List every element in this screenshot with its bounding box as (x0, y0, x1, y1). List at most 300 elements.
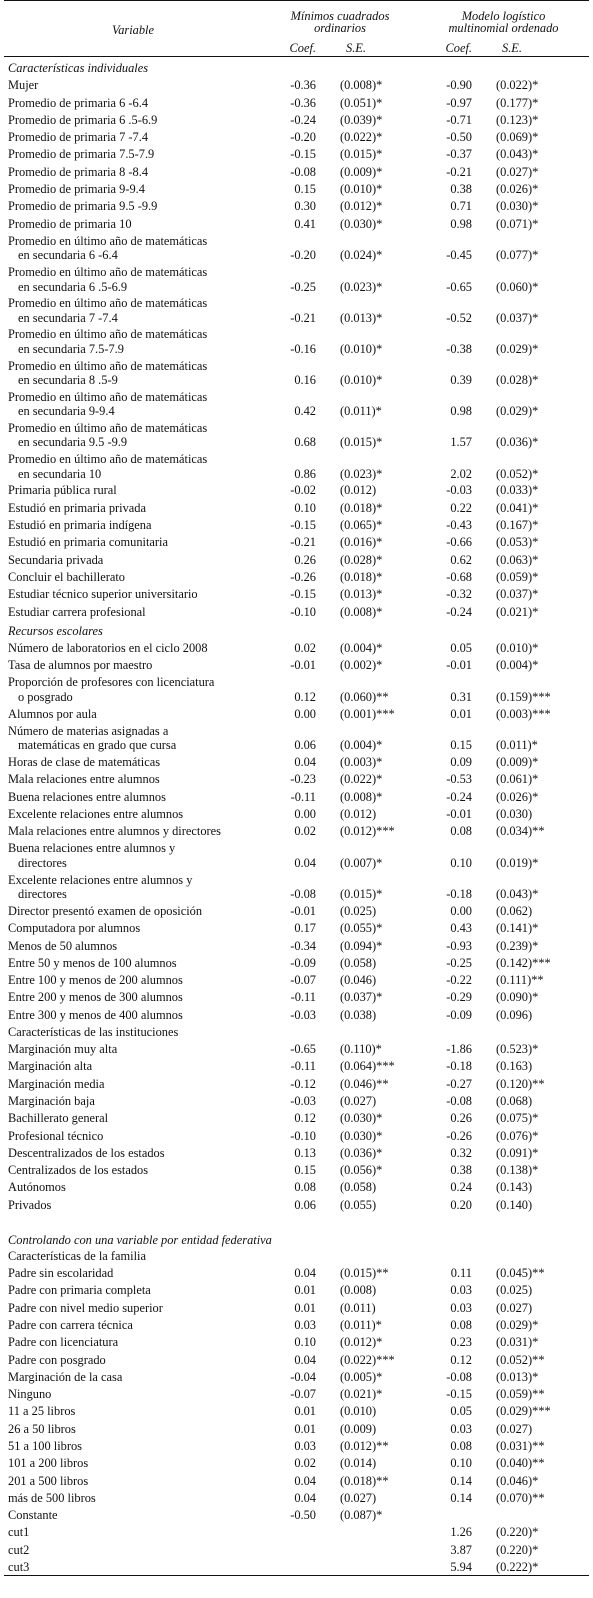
ols-coef-cell: -0.04 (290, 1369, 316, 1384)
ols-se-cell: (0.055) (340, 1197, 377, 1212)
variable-label (4, 1506, 262, 1523)
ologit-coef-cell: 0.62 (450, 552, 472, 567)
ols-se-cell: (0.012) (340, 483, 377, 498)
variable-label (4, 111, 262, 128)
table-row (4, 1005, 589, 1022)
ols-se-cell: (0.051)* (340, 95, 383, 110)
variable-label-line1: Buena relaciones entre alumnos (8, 789, 166, 804)
ologit-se-cell: (0.037)* (496, 310, 539, 325)
variable-label-line1: Promedio en último año de matemáticas (8, 327, 208, 342)
ologit-coef-cell: -0.53 (446, 772, 472, 787)
variable-label-line1: Mujer (8, 78, 39, 93)
ols-coef-cell: 0.04 (294, 1490, 316, 1505)
ologit-coef-cell: 0.09 (450, 755, 472, 770)
ologit-coef-cell: -0.24 (446, 604, 472, 619)
ols-se-cell: (0.012) (340, 807, 377, 821)
ols-se-cell: (0.008)* (340, 78, 383, 93)
ols-se-cell: (0.022)* (340, 130, 383, 145)
variable-label-line1: Concluir el bachillerato (8, 569, 125, 584)
variable-label-line1: Promedio de primaria 10 (8, 216, 132, 231)
variable-label (4, 870, 262, 901)
ols-se-cell: (0.013)* (340, 310, 383, 325)
variable-label (4, 988, 262, 1005)
table-row (4, 1471, 589, 1488)
variable-label-line1: Padre con carrera técnica (8, 1317, 133, 1332)
variable-label-line1: Padre con posgrado (8, 1352, 106, 1367)
ologit-coef-cell: 0.43 (450, 921, 472, 936)
variable-label (4, 954, 262, 971)
ols-se-cell: (0.010) (340, 1404, 377, 1419)
ologit-se-cell: (0.220)* (496, 1542, 539, 1557)
variable-label-line1: Centralizados de los estados (8, 1163, 149, 1178)
variable-label (4, 550, 262, 567)
variable-label-line1: Padre sin escolaridad (8, 1266, 114, 1281)
variable-label-line1: Promedio de primaria 8 -8.4 (8, 164, 149, 179)
variable-label (4, 639, 262, 656)
ols-se-cell: (0.011)* (340, 1317, 382, 1332)
ologit-coef-cell: -0.45 (446, 248, 472, 263)
ols-se-cell: (0.039)* (340, 112, 383, 127)
ologit-coef-cell: -0.21 (446, 164, 472, 179)
ols-coef-cell: 0.04 (294, 1352, 316, 1367)
variable-label-line1: Alumnos por aula (8, 706, 97, 721)
ologit-se-cell: (0.031)** (496, 1438, 545, 1453)
ologit-coef-cell: 0.10 (450, 855, 472, 870)
ols-coef-cell: 0.42 (294, 404, 316, 419)
ols-se-cell: (0.030)* (340, 1128, 383, 1143)
ologit-coef-cell: -0.15 (446, 1387, 472, 1402)
ols-se-cell: (0.013)* (340, 587, 383, 602)
ologit-se-cell: (0.021)* (496, 604, 539, 619)
variable-label (4, 76, 262, 93)
variable-label-line1: Promedio de primaria 7 -7.4 (8, 130, 149, 145)
variable-label (4, 839, 262, 870)
ols-group-header: Mínimos cuadrados ordinarios (262, 1, 418, 41)
ols-coef-cell: -0.23 (290, 772, 316, 787)
ols-coef-cell: -0.01 (290, 658, 316, 673)
table-row (4, 498, 589, 515)
variable-label-line1: Promedio en último año de matemáticas (8, 452, 208, 467)
section-label: Controlando con una variable por entidad federativa (8, 1232, 272, 1247)
table-row (4, 162, 589, 179)
variable-header: Variable (4, 1, 262, 57)
ols-se-cell: (0.014) (340, 1456, 377, 1471)
variable-label (4, 197, 262, 214)
variable-label (4, 388, 262, 419)
ologit-coef-cell: -0.50 (446, 130, 472, 145)
ols-coef-cell: 0.04 (294, 755, 316, 770)
ologit-coef-cell: -0.01 (446, 807, 472, 821)
ologit-coef-cell: 0.38 (450, 182, 472, 197)
ols-se-cell: (0.023)* (340, 466, 383, 481)
ologit-se-cell: (0.076)* (496, 1128, 539, 1143)
ols-se-cell: (0.018)* (340, 500, 383, 515)
ols-se-cell: (0.004)* (340, 640, 383, 655)
ologit-coef-cell: 0.24 (450, 1180, 472, 1195)
variable-label-line1: Número de laboratorios en el ciclo 2008 (8, 640, 208, 655)
variable-label-line1: más de 500 libros (8, 1490, 96, 1505)
table-row (4, 704, 589, 721)
ologit-coef-cell: 0.14 (450, 1490, 472, 1505)
section-row (4, 57, 589, 77)
table-row (4, 419, 589, 450)
ologit-coef-cell: 2.02 (450, 466, 472, 481)
table-row (4, 787, 589, 804)
ologit-coef-cell: -0.18 (446, 887, 472, 902)
ols-se-cell: (0.015)* (340, 147, 383, 162)
ols-coef-cell: -0.15 (290, 147, 316, 162)
variable-label-line1: Menos de 50 alumnos (8, 938, 118, 953)
ols-coef-cell (262, 1540, 330, 1557)
ols-se-cell: (0.025) (340, 903, 377, 918)
ologit-coef-cell: 0.98 (450, 404, 472, 419)
variable-label-line1: Promedio de primaria 6 -6.4 (8, 95, 149, 110)
table-row (4, 1074, 589, 1091)
table-row (4, 1333, 589, 1350)
ols-se-cell (330, 1523, 418, 1540)
table-row (4, 1281, 589, 1298)
variable-label (4, 673, 262, 704)
ols-coef-cell: 0.00 (294, 706, 316, 721)
variable-label-line1: Marginación alta (8, 1059, 93, 1074)
variable-label (4, 145, 262, 162)
ols-coef-cell: 0.13 (294, 1145, 316, 1160)
ols-coef-cell: -0.26 (290, 569, 316, 584)
variable-label (4, 1523, 262, 1540)
ols-coef-cell: 0.01 (294, 1421, 316, 1436)
table-row (4, 1437, 589, 1454)
variable-label-line1: Número de materias asignadas a (8, 723, 169, 738)
ologit-se-cell: (0.003)*** (496, 706, 551, 721)
ols-se-cell: (0.036)* (340, 1145, 383, 1160)
variable-label-line1: Ninguno (8, 1387, 52, 1402)
table-row (4, 1161, 589, 1178)
variable-label-line1: Promedio de primaria 6 .5-6.9 (8, 112, 158, 127)
table-row (4, 263, 589, 294)
ols-coef-cell: 0.02 (294, 640, 316, 655)
table-row (4, 639, 589, 656)
ologit-se-cell: (0.030)* (496, 199, 539, 214)
variable-label-line2: en secundaria 7 -7.4 (18, 310, 118, 325)
ologit-coef-cell: -0.97 (446, 95, 472, 110)
ols-se-cell: (0.046)** (340, 1076, 389, 1091)
ologit-se-cell: (0.138)* (496, 1163, 539, 1178)
ologit-se-cell: (0.033)* (496, 483, 539, 498)
ols-se-cell: (0.027) (340, 1093, 377, 1108)
ols-se-cell (330, 1558, 418, 1576)
ols-se-header: S.E. (330, 40, 418, 57)
ols-se-cell: (0.003)* (340, 755, 383, 770)
ologit-se-cell: (0.141)* (496, 921, 539, 936)
ologit-coef-cell: 3.87 (450, 1542, 472, 1557)
ols-se-cell: (0.007)* (340, 855, 383, 870)
ols-coef-cell: -0.10 (290, 1128, 316, 1143)
ols-coef-cell: 0.12 (294, 1111, 316, 1126)
variable-label (4, 753, 262, 770)
variable-label-line1: Marginación muy alta (8, 1042, 118, 1057)
ols-se-cell: (0.060)** (340, 689, 389, 704)
ologit-se-cell: (0.111)** (496, 973, 544, 988)
ologit-coef-cell: -0.37 (446, 147, 472, 162)
variable-label (4, 971, 262, 988)
variable-label-line1: Autónomos (8, 1180, 66, 1195)
ologit-coef-cell: -0.25 (446, 955, 472, 970)
variable-label (4, 1005, 262, 1022)
table-row (4, 1368, 589, 1385)
ols-coef-cell: -0.12 (290, 1076, 316, 1091)
ols-se-cell: (0.015)* (340, 887, 383, 902)
table-row (4, 214, 589, 231)
ols-se-cell: (0.012)** (340, 1438, 389, 1453)
ologit-se-cell: (0.177)* (496, 95, 539, 110)
ols-coef-cell: 0.16 (294, 373, 316, 388)
ologit-se-cell: (0.031)* (496, 1335, 539, 1350)
ologit-se-cell: (0.090)* (496, 990, 539, 1005)
ols-se-cell: (0.008)* (340, 604, 383, 619)
variable-label-line1: Promedio de primaria 7.5-7.9 (8, 147, 155, 162)
table-row (4, 294, 589, 325)
ols-se-cell: (0.027) (340, 1490, 377, 1505)
variable-label (4, 1264, 262, 1281)
ols-se-cell: (0.001)*** (340, 706, 395, 721)
table-row (4, 1109, 589, 1126)
table-row (4, 919, 589, 936)
table-row (4, 550, 589, 567)
ols-coef-cell: -0.20 (290, 248, 316, 263)
ols-se-cell: (0.058) (340, 955, 377, 970)
table-row (4, 1454, 589, 1471)
variable-label-line2: en secundaria 6 -6.4 (18, 248, 118, 263)
ols-se-cell: (0.016)* (340, 535, 383, 550)
ologit-coef-cell: -0.52 (446, 310, 472, 325)
table-row (4, 128, 589, 145)
table-row (4, 954, 589, 971)
ols-coef-cell: 0.10 (294, 1335, 316, 1350)
ologit-coef-cell: 0.23 (450, 1335, 472, 1350)
ologit-se-cell: (0.011)* (496, 738, 538, 753)
ologit-se-cell: (0.062) (496, 903, 533, 918)
ologit-coef-cell: 0.12 (450, 1352, 472, 1367)
table-row (4, 753, 589, 770)
variable-label-line1: Buena relaciones entre alumnos y (8, 841, 176, 856)
ols-coef-cell: -0.24 (290, 112, 316, 127)
ologit-se-cell (480, 1506, 589, 1523)
table-row (4, 673, 589, 704)
ols-coef-cell: -0.03 (290, 1093, 316, 1108)
ols-se-cell: (0.010)* (340, 341, 383, 356)
variable-label-line1: Promedio en último año de matemáticas (8, 296, 208, 311)
ols-se-cell: (0.110)* (340, 1042, 382, 1057)
ols-coef-cell: 0.30 (294, 199, 316, 214)
table-row (4, 533, 589, 550)
ols-coef-cell: 0.02 (294, 1456, 316, 1471)
ols-coef-cell: -0.50 (290, 1508, 316, 1523)
variable-label-line1: Descentralizados de los estados (8, 1145, 165, 1160)
ologit-se-cell: (0.037)* (496, 587, 539, 602)
ols-se-cell: (0.023)* (340, 279, 383, 294)
ologit-coef-cell: -0.01 (446, 658, 472, 673)
table-row (4, 1264, 589, 1281)
subsection-label: Características de las instituciones (8, 1024, 179, 1039)
ols-coef-cell: -0.03 (290, 1007, 316, 1022)
ologit-se-cell: (0.034)** (496, 824, 545, 839)
ologit-se-cell: (0.070)** (496, 1490, 545, 1505)
table-row (4, 1298, 589, 1315)
variable-label-line1: 11 a 25 libros (8, 1404, 76, 1419)
variable-label (4, 1144, 262, 1161)
variable-label (4, 1109, 262, 1126)
ologit-se-cell: (0.030) (496, 807, 533, 821)
variable-label (4, 481, 262, 498)
variable-label (4, 128, 262, 145)
variable-label (4, 770, 262, 787)
variable-label (4, 232, 262, 263)
ologit-coef-cell: -0.24 (446, 789, 472, 804)
table-row (4, 232, 589, 263)
section-label: Recursos escolares (8, 623, 103, 638)
variable-label-line1: Estudió en primaria comunitaria (8, 535, 168, 550)
ols-coef-cell: 0.01 (294, 1283, 316, 1298)
ologit-coef-cell: -0.08 (446, 1093, 472, 1108)
section-label: Características individuales (8, 61, 149, 75)
variable-label-line1: Horas de clase de matemáticas (8, 755, 161, 770)
ologit-se-cell: (0.029)* (496, 341, 539, 356)
ols-coef-cell: -0.15 (290, 518, 316, 533)
variable-label-line1: Entre 100 y menos de 200 alumnos (8, 973, 183, 988)
ologit-se-cell: (0.167)* (496, 518, 539, 533)
ols-se-cell: (0.038) (340, 1007, 377, 1022)
ologit-se-cell: (0.026)* (496, 789, 539, 804)
variable-label (4, 180, 262, 197)
ologit-se-cell: (0.143) (496, 1180, 533, 1195)
ologit-coef-cell: -0.43 (446, 518, 472, 533)
ologit-coef-cell: -0.18 (446, 1059, 472, 1074)
regression-results-table (4, 0, 589, 1576)
variable-label (4, 1350, 262, 1367)
ols-coef-cell: 0.15 (294, 1163, 316, 1178)
ologit-coef-cell: -0.32 (446, 587, 472, 602)
section-row (4, 1247, 589, 1264)
ologit-coef-cell: 0.03 (450, 1283, 472, 1298)
ols-se-cell: (0.037)* (340, 990, 383, 1005)
variable-label (4, 1040, 262, 1057)
variable-label (4, 1454, 262, 1471)
ologit-se-cell: (0.061)* (496, 772, 539, 787)
ologit-se-cell: (0.025) (496, 1283, 533, 1298)
ols-se-cell: (0.012)* (340, 1335, 383, 1350)
variable-label (4, 1471, 262, 1488)
table-row (4, 1523, 589, 1540)
ologit-se-cell: (0.041)* (496, 500, 539, 515)
ologit-se-cell: (0.029)* (496, 1317, 539, 1332)
table-row (4, 770, 589, 787)
variable-label (4, 936, 262, 953)
ologit-se-cell: (0.091)* (496, 1145, 539, 1160)
ols-coef-cell: -0.21 (290, 310, 316, 325)
ologit-coef-cell: 1.57 (450, 435, 472, 450)
variable-label-line2: en secundaria 9.5 -9.9 (18, 435, 128, 450)
ologit-coef-cell: -0.22 (446, 973, 472, 988)
ols-coef-cell: -0.36 (290, 78, 316, 93)
table-row (4, 76, 589, 93)
variable-label (4, 704, 262, 721)
table-row (4, 1506, 589, 1523)
ologit-coef-cell: 0.98 (450, 216, 472, 231)
ologit-se-cell: (0.046)* (496, 1473, 539, 1488)
ols-se-cell: (0.022)* (340, 772, 383, 787)
ologit-se-cell: (0.075)* (496, 1111, 539, 1126)
variable-label (4, 722, 262, 753)
table-row (4, 481, 589, 498)
variable-label-line1: Estudiar carrera profesional (8, 604, 146, 619)
variable-label-line1: Entre 200 y menos de 300 alumnos (8, 990, 183, 1005)
ologit-se-cell: (0.013)* (496, 1369, 539, 1384)
table-row (4, 568, 589, 585)
ols-coef-cell: 0.15 (294, 182, 316, 197)
table-row (4, 1144, 589, 1161)
ologit-se-cell: (0.026)* (496, 182, 539, 197)
ologit-coef-cell: 0.10 (450, 1456, 472, 1471)
variable-label-line1: Promedio en último año de matemáticas (8, 358, 208, 373)
variable-label-line1: Estudiar técnico superior universitario (8, 587, 198, 602)
ols-coef-cell: -0.21 (290, 535, 316, 550)
ologit-coef-cell: 0.20 (450, 1197, 472, 1212)
ols-se-cell: (0.011) (340, 1300, 376, 1315)
ologit-se-cell: (0.009)* (496, 755, 539, 770)
variable-label-line1: Marginación de la casa (8, 1369, 123, 1384)
ols-se-cell: (0.022)*** (340, 1352, 395, 1367)
variable-label-line1: 201 a 500 libros (8, 1473, 89, 1488)
ols-coef-cell: -0.16 (290, 341, 316, 356)
ologit-coef-cell: -0.93 (446, 938, 472, 953)
variable-label (4, 568, 262, 585)
ologit-se-cell: (0.159)*** (496, 689, 551, 704)
ologit-se-cell: (0.022)* (496, 78, 539, 93)
variable-label (4, 1489, 262, 1506)
table-row (4, 988, 589, 1005)
variable-label-line1: Proporción de profesores con licenciatura (8, 675, 215, 690)
ologit-coef-cell: -0.65 (446, 279, 472, 294)
ols-coef-cell: -0.15 (290, 587, 316, 602)
ologit-se-cell: (0.068) (496, 1093, 533, 1108)
ologit-se-cell: (0.220)* (496, 1525, 539, 1540)
ols-se-cell: (0.064)*** (340, 1059, 395, 1074)
table-row (4, 1419, 589, 1436)
table-row (4, 936, 589, 953)
ols-se-cell: (0.046) (340, 973, 377, 988)
ologit-se-cell: (0.123)* (496, 112, 539, 127)
section-row (4, 1023, 589, 1040)
ologit-coef-cell: 0.38 (450, 1163, 472, 1178)
ols-se-cell: (0.018)** (340, 1473, 389, 1488)
ologit-se-cell: (0.052)** (496, 1352, 545, 1367)
ologit-coef-header: Coef. (418, 40, 480, 57)
variable-label-line2: directores (18, 855, 67, 870)
ols-coef-cell: 0.01 (294, 1300, 316, 1315)
variable-label (4, 1281, 262, 1298)
ologit-coef-cell (418, 1506, 480, 1523)
variable-label (4, 214, 262, 231)
ologit-se-cell: (0.059)** (496, 1387, 545, 1402)
variable-label-line1: 26 a 50 libros (8, 1421, 76, 1436)
ologit-coef-cell: 0.32 (450, 1145, 472, 1160)
variable-label (4, 1333, 262, 1350)
variable-label-line2: en secundaria 7.5-7.9 (18, 341, 124, 356)
section-row (4, 1213, 589, 1247)
variable-label (4, 1437, 262, 1454)
variable-label-line1: Primaria pública rural (8, 483, 117, 498)
ols-coef-cell: 0.41 (294, 216, 316, 231)
